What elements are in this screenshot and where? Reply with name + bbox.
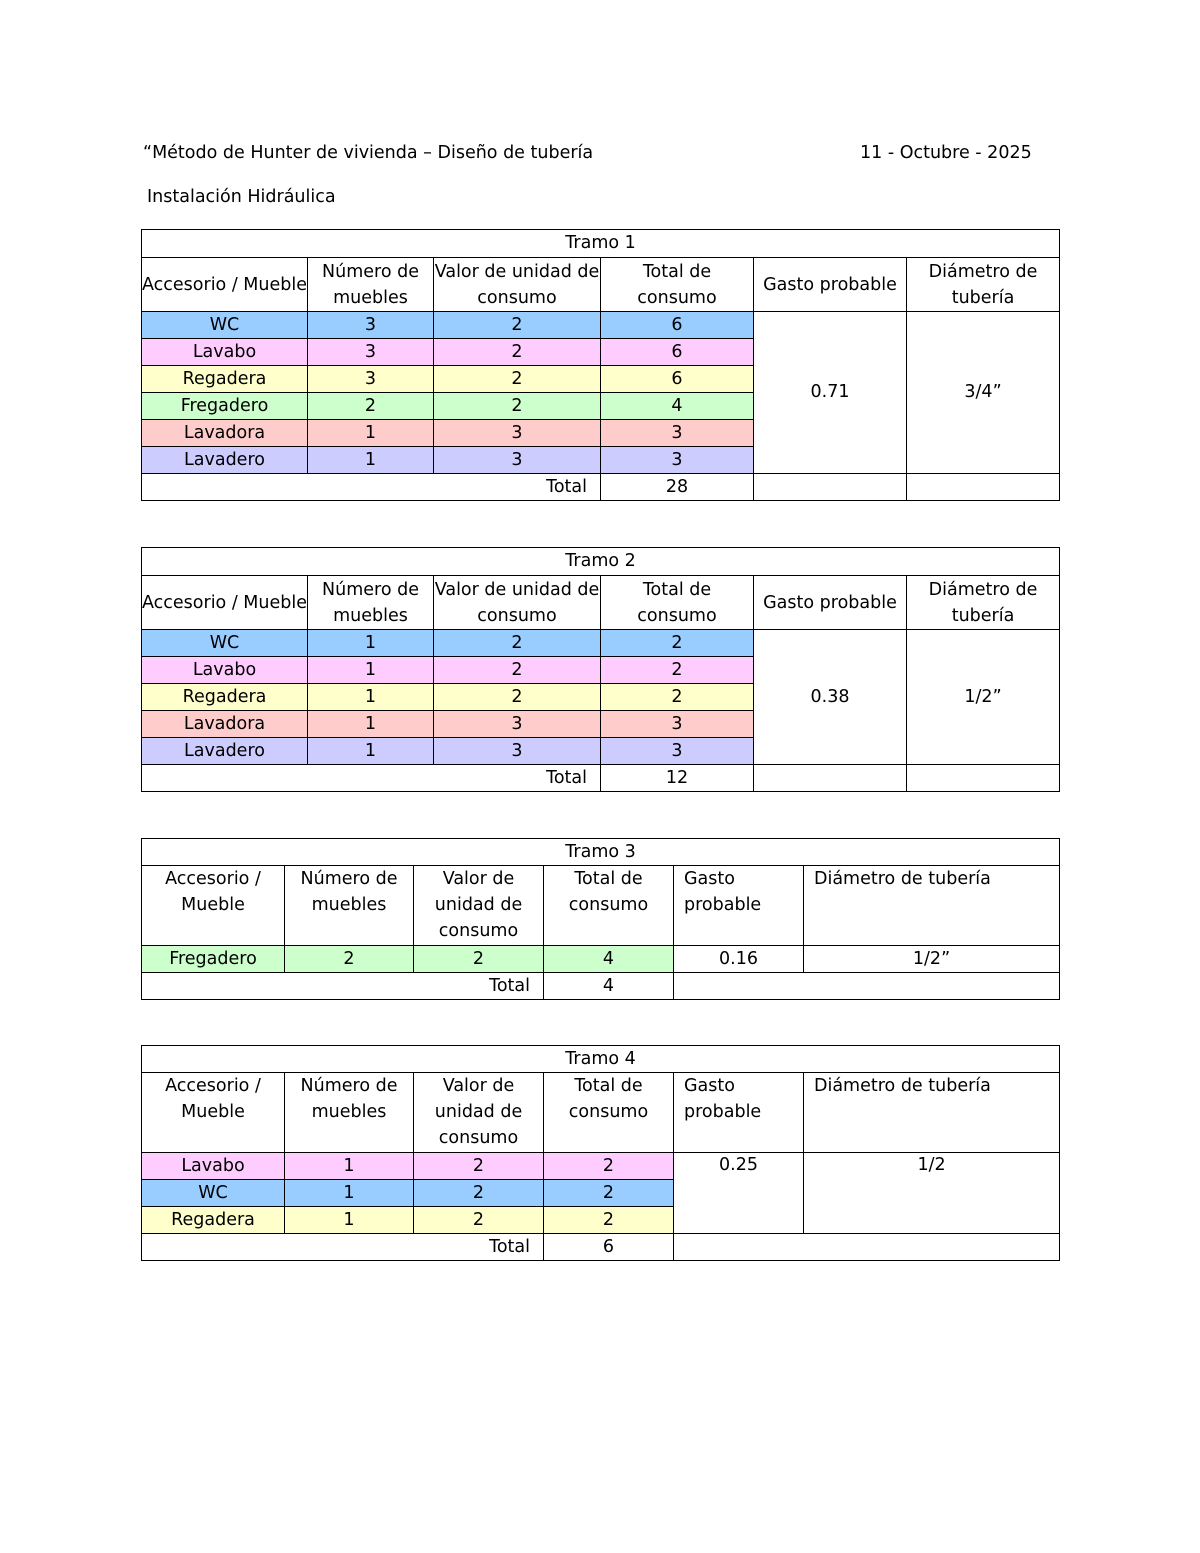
cell-valor: 3 [434, 738, 601, 765]
cell-valor: 2 [434, 366, 601, 393]
header-total: Total de consumo [601, 576, 754, 630]
header-gasto: Gasto probable [754, 576, 907, 630]
cell-numero: 1 [285, 1207, 414, 1234]
total-value: 6 [544, 1234, 674, 1261]
cell-numero: 2 [308, 393, 434, 420]
cell-mueble: Lavadora [142, 711, 308, 738]
cell-valor: 2 [414, 1207, 544, 1234]
cell-numero: 1 [308, 630, 434, 657]
cell-total: 6 [601, 366, 754, 393]
header-mueble: Accesorio / Mueble [142, 866, 285, 946]
cell-diametro: 1/2” [907, 630, 1060, 765]
cell-mueble: WC [142, 1180, 285, 1207]
header-numero: Número de muebles [308, 576, 434, 630]
cell-total: 2 [544, 1153, 674, 1180]
total-label: Total [142, 1234, 544, 1261]
cell-numero: 1 [285, 1180, 414, 1207]
page-date: 11 - Octubre - 2025 [860, 143, 1032, 163]
empty-cell [674, 1234, 1060, 1261]
cell-valor: 2 [414, 1180, 544, 1207]
cell-total: 2 [601, 657, 754, 684]
total-row [142, 973, 1060, 1000]
header-numero: Número de muebles [285, 1073, 414, 1153]
cell-numero: 1 [308, 420, 434, 447]
header-diametro: Diámetro de tubería [907, 258, 1060, 312]
cell-total: 4 [544, 946, 674, 973]
cell-mueble: Lavabo [142, 339, 308, 366]
header-mueble: Accesorio / Mueble [142, 258, 308, 312]
cell-valor: 3 [434, 420, 601, 447]
empty-cell [754, 474, 907, 501]
empty-cell [754, 765, 907, 792]
tramo-2-table [141, 547, 1060, 792]
cell-valor: 2 [434, 657, 601, 684]
header-valor: Valor de unidad de consumo [414, 1073, 544, 1153]
total-value: 28 [601, 474, 754, 501]
total-row [142, 765, 1060, 792]
cell-valor: 3 [434, 711, 601, 738]
header-gasto: Gasto probable [674, 866, 804, 946]
cell-mueble: Fregadero [142, 393, 308, 420]
cell-gasto: 0.38 [754, 630, 907, 765]
table-row [142, 312, 1060, 339]
cell-total: 6 [601, 339, 754, 366]
header-mueble: Accesorio / Mueble [142, 576, 308, 630]
header-diametro: Diámetro de tubería [804, 866, 1060, 946]
cell-gasto: 0.16 [674, 946, 804, 973]
cell-numero: 1 [308, 711, 434, 738]
table-row [142, 630, 1060, 657]
cell-gasto: 0.71 [754, 312, 907, 474]
cell-numero: 1 [308, 657, 434, 684]
header-diametro: Diámetro de tubería [907, 576, 1060, 630]
total-label: Total [142, 765, 601, 792]
cell-numero: 3 [308, 312, 434, 339]
tramo-title: Tramo 4 [142, 1046, 1060, 1073]
tramo-title: Tramo 2 [142, 548, 1060, 576]
header-mueble: Accesorio / Mueble [142, 1073, 285, 1153]
cell-total: 2 [544, 1207, 674, 1234]
cell-valor: 2 [414, 1153, 544, 1180]
header-diametro: Diámetro de tubería [804, 1073, 1060, 1153]
cell-total: 3 [601, 738, 754, 765]
table-row [142, 946, 1060, 973]
total-value: 4 [544, 973, 674, 1000]
cell-valor: 2 [434, 339, 601, 366]
cell-mueble: WC [142, 630, 308, 657]
cell-mueble: Lavabo [142, 1153, 285, 1180]
header-gasto: Gasto probable [674, 1073, 804, 1153]
cell-numero: 1 [308, 684, 434, 711]
total-label: Total [142, 474, 601, 501]
cell-total: 4 [601, 393, 754, 420]
cell-mueble: Fregadero [142, 946, 285, 973]
page-subtitle: Instalación Hidráulica [147, 187, 336, 207]
cell-gasto: 0.25 [674, 1153, 804, 1234]
cell-total: 3 [601, 420, 754, 447]
cell-valor: 3 [434, 447, 601, 474]
cell-valor: 2 [414, 946, 544, 973]
header-total: Total de consumo [544, 1073, 674, 1153]
header-total: Total de consumo [544, 866, 674, 946]
cell-mueble: Lavadero [142, 738, 308, 765]
header-numero: Número de muebles [308, 258, 434, 312]
cell-numero: 3 [308, 339, 434, 366]
empty-cell [907, 765, 1060, 792]
cell-valor: 2 [434, 393, 601, 420]
header-valor: Valor de unidad de consumo [414, 866, 544, 946]
tramo-1-table [141, 229, 1060, 501]
total-row [142, 474, 1060, 501]
cell-numero: 1 [285, 1153, 414, 1180]
cell-total: 2 [601, 684, 754, 711]
cell-mueble: Regadera [142, 366, 308, 393]
cell-mueble: Lavadero [142, 447, 308, 474]
empty-cell [907, 474, 1060, 501]
cell-total: 3 [601, 711, 754, 738]
cell-total: 2 [601, 630, 754, 657]
cell-mueble: Lavabo [142, 657, 308, 684]
cell-mueble: Regadera [142, 684, 308, 711]
cell-total: 2 [544, 1180, 674, 1207]
header-gasto: Gasto probable [754, 258, 907, 312]
cell-diametro: 1/2 [804, 1153, 1060, 1234]
table-row [142, 1153, 1060, 1180]
total-row [142, 1234, 1060, 1261]
cell-total: 3 [601, 447, 754, 474]
header-total: Total de consumo [601, 258, 754, 312]
cell-diametro: 1/2” [804, 946, 1060, 973]
cell-numero: 2 [285, 946, 414, 973]
tramo-title: Tramo 3 [142, 839, 1060, 866]
tramo-4-table [141, 1045, 1060, 1261]
page-title: “Método de Hunter de vivienda – Diseño de tubería [143, 143, 594, 163]
tramo-3-table [141, 838, 1060, 1000]
header-numero: Número de muebles [285, 866, 414, 946]
total-label: Total [142, 973, 544, 1000]
cell-valor: 2 [434, 684, 601, 711]
header-valor: Valor de unidad de consumo [434, 258, 601, 312]
header-valor: Valor de unidad de consumo [434, 576, 601, 630]
tramo-title: Tramo 1 [142, 230, 1060, 258]
cell-numero: 1 [308, 738, 434, 765]
cell-mueble: Regadera [142, 1207, 285, 1234]
cell-total: 6 [601, 312, 754, 339]
cell-valor: 2 [434, 630, 601, 657]
cell-mueble: Lavadora [142, 420, 308, 447]
cell-valor: 2 [434, 312, 601, 339]
cell-diametro: 3/4” [907, 312, 1060, 474]
total-value: 12 [601, 765, 754, 792]
cell-numero: 3 [308, 366, 434, 393]
cell-mueble: WC [142, 312, 308, 339]
empty-cell [674, 973, 1060, 1000]
cell-numero: 1 [308, 447, 434, 474]
